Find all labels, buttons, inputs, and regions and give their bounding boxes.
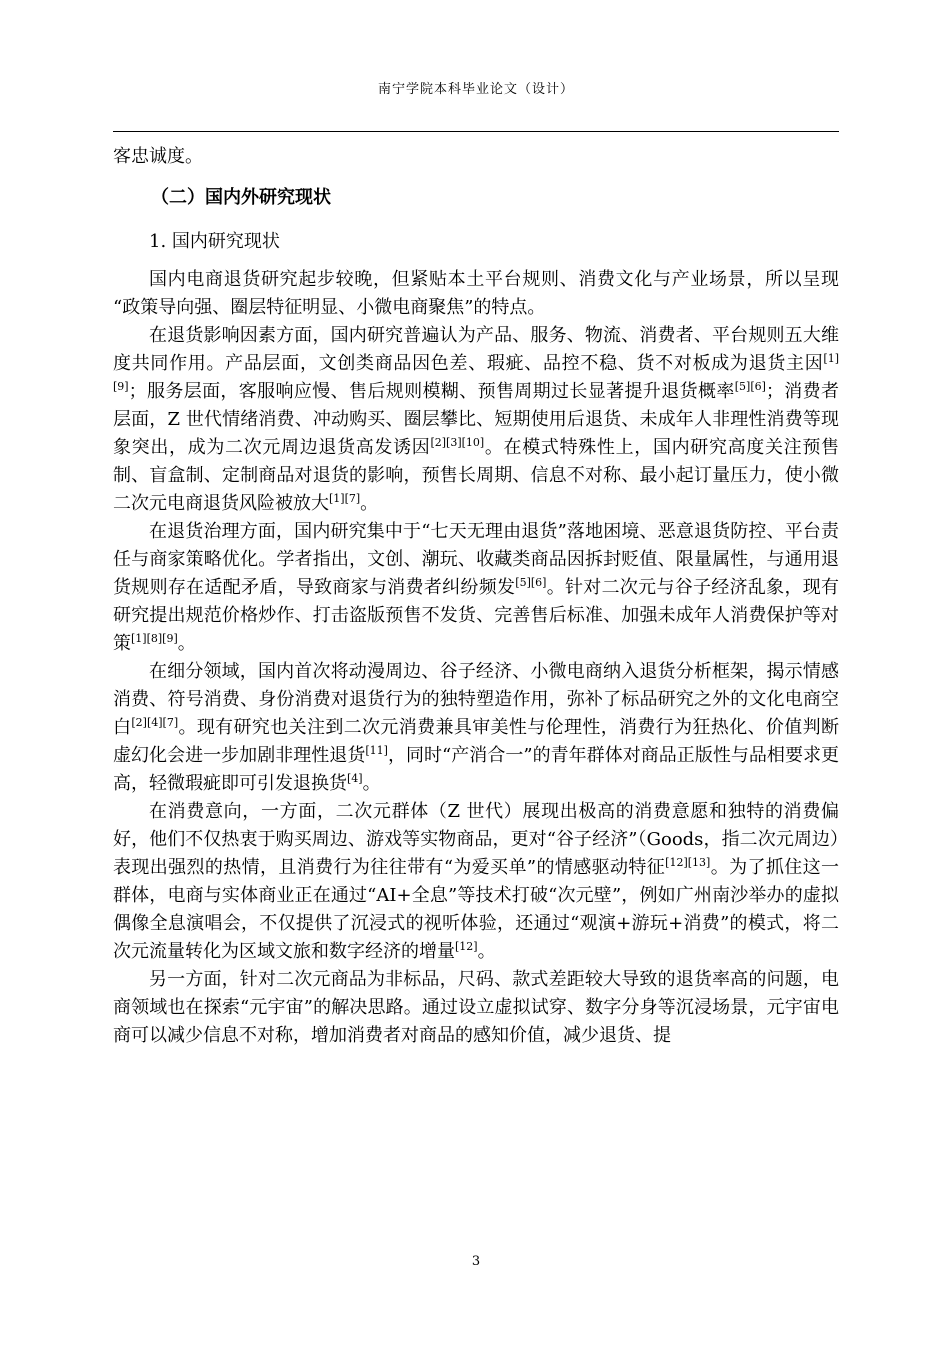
paragraph-5-text: 。为了抓住这一群体，电商与实体商业正在通过“AI+全息”等技术打破“次元壁”，例如广州南沙举办的虚拟偶像全息演唱会，不仅提供了沉浸式的视听体验，还通过“观演+游玩+消费”的模式，将二次元流量转化为区域文旅和数字经济的增量 <box>113 857 839 962</box>
citation: [1][7] <box>329 492 361 505</box>
citation: [12] <box>455 940 478 953</box>
paragraph-2-text: 在退货影响因素方面，国内研究普遍认为产品、服务、物流、消费者、平台规则五大维度共同作用。产品层面，文创类商品因色差、瑕疵、品控不稳、货不对板成为退货主因 <box>113 325 839 374</box>
paragraph-3-text: 。针对二次元与谷子经济乱象，现有研究提出规范价格炒作、打击盗版预售不发货、完善售后标准、加强未成年人消费保护等对策 <box>113 577 840 654</box>
page-number: 3 <box>471 1254 481 1269</box>
citation: [5][6] <box>515 576 547 589</box>
paragraph-3-text: 在退货治理方面，国内研究集中于“七天无理由退货”落地困境、恶意退货防控、平台责任与商家策略优化。学者指出，文创、潮玩、收藏类商品因拆封贬值、限量属性，与通用退货规则存在适配矛盾，导致商家与消费者纠纷频发 <box>113 521 839 598</box>
paragraph-2-text: ；服务层面，客服响应慢、售后规则模糊、预售周期过长显著提升退货概率 <box>128 381 735 402</box>
paragraph-6: 另一方面，针对二次元商品为非标品，尺码、款式差距较大导致的退货率高的问题，电商领域也在探索“元宇宙”的解决思路。通过设立虚拟试穿、数字分身等沉浸场景，元宇宙电商可以减少信息不对称，增加消费者对商品的感知价值，减少退货、提 <box>113 969 839 1046</box>
paragraph-4 <box>113 658 839 798</box>
section-heading: （二）国内外研究现状 <box>151 187 331 208</box>
citation: [2][4][7] <box>131 716 179 729</box>
citation: [11] <box>365 744 388 757</box>
running-header: 南宁学院本科毕业论文（设计） <box>377 82 574 97</box>
citation: [2][3][10] <box>430 436 485 449</box>
paragraph-2 <box>113 322 839 518</box>
sub-heading: 1. 国内研究现状 <box>149 231 280 252</box>
paragraph-4-text: 。 <box>362 773 381 794</box>
paragraph-4-text: ，同时“产消合一”的青年群体对商品正版性与品相要求更高，轻微瑕疵即可引发退换货 <box>113 745 840 794</box>
header-rule <box>113 131 839 132</box>
paragraph-2-text: 。 <box>360 493 379 514</box>
citation: [5][6] <box>734 380 766 393</box>
paragraph-5-text: 在消费意向，一方面，二次元群体（Z 世代）展现出极高的消费意愿和独特的消费偏好，他们不仅热衷于购买周边、游戏等实物商品，更对“谷子经济”（Goods，指二次元周边）表现出强烈的热情，且消费行为往往带有“为爱买单”的情感驱动特征 <box>113 801 839 878</box>
paragraph-1: 国内电商退货研究起步较晚，但紧贴本土平台规则、消费文化与产业场景，所以呈现 “政策导向强、圈层特征明显、小微电商聚焦”的特点。 <box>113 269 839 318</box>
citation: [1][9] <box>113 352 839 393</box>
paragraph-5-text: 。 <box>477 941 496 962</box>
spacer <box>113 256 839 266</box>
paragraph-3-text: 。 <box>177 633 196 654</box>
paragraph-4-text: 。现有研究也关注到二次元消费兼具审美性与伦理性，消费行为狂热化、价值判断虚幻化会进一步加剧非理性退货 <box>113 717 839 766</box>
paragraph-3 <box>113 518 839 658</box>
paragraph-5 <box>113 798 839 966</box>
citation: [12][13] <box>665 856 711 869</box>
citation: [1][8][9] <box>131 632 178 645</box>
paragraph-2-text: 。在模式特殊性上，国内研究高度关注预售制、盲盒制、定制商品对退货的影响，预售长周期、信息不对称、最小起订量压力，使小微二次元电商退货风险被放大 <box>113 437 839 514</box>
citation: [4] <box>347 772 363 785</box>
paragraph-2-text: ；消费者层面，Z 世代情绪消费、冲动购买、圈层攀比、短期使用后退货、未成年人非理性消费等现象突出，成为二次元周边退货高发诱因 <box>113 381 840 458</box>
carry-over-line: 客忠诚度。 <box>113 146 203 167</box>
paragraph-4-text: 在细分领域，国内首次将动漫周边、谷子经济、小微电商纳入退货分析框架，揭示情感消费、符号消费、身份消费对退货行为的独特塑造作用，弥补了标品研究之外的文化电商空白 <box>113 661 839 738</box>
body-text <box>113 143 839 1050</box>
